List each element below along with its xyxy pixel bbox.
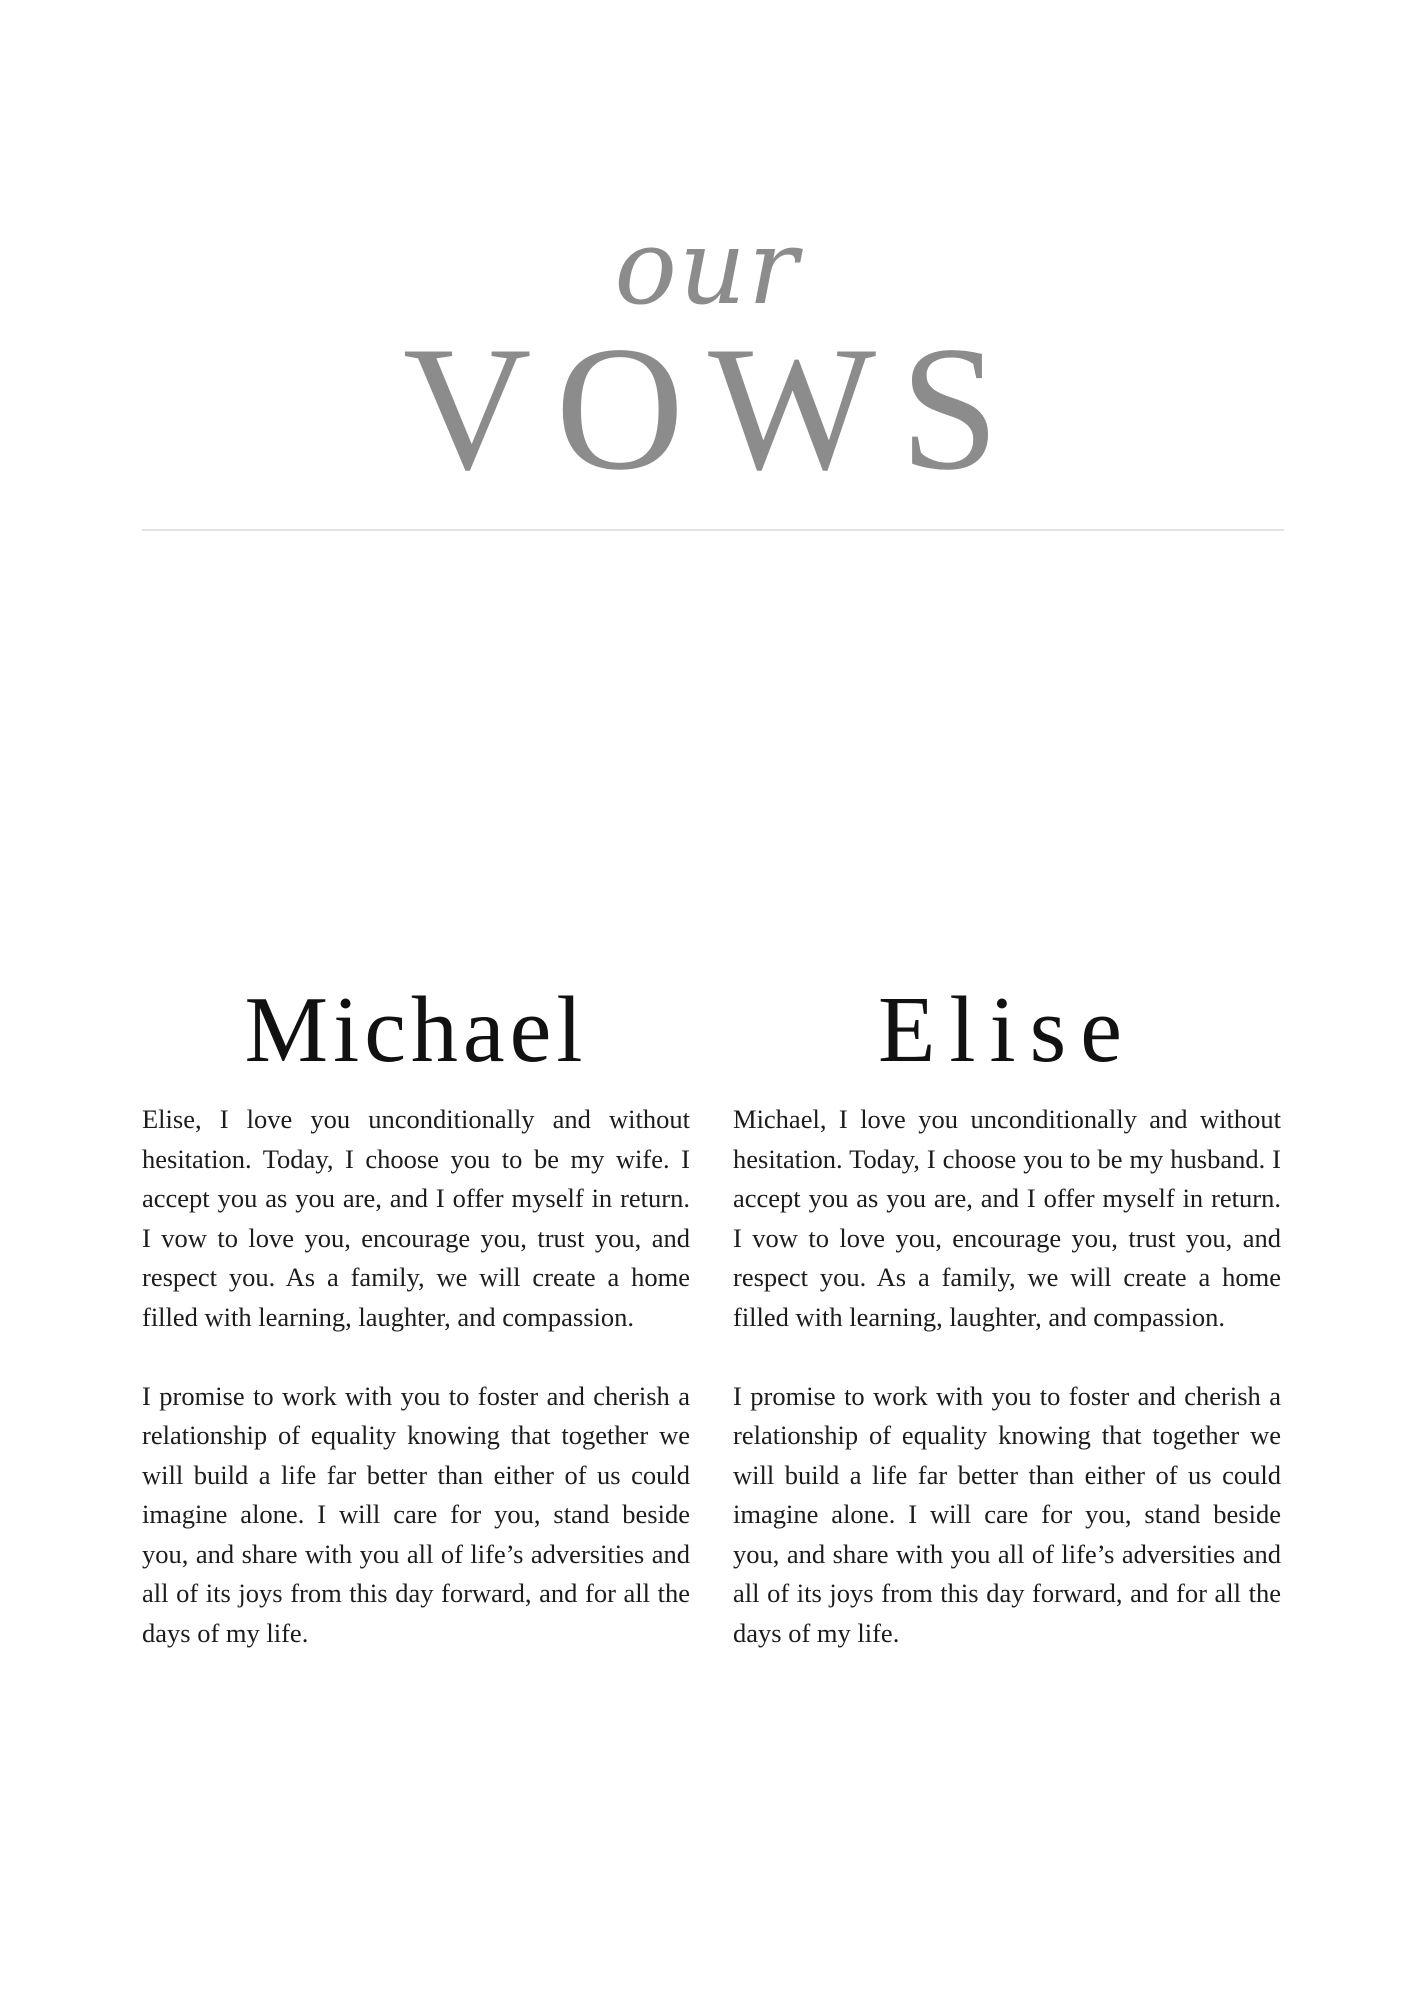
main-title: VOWS bbox=[402, 309, 1024, 507]
script-title: our bbox=[614, 206, 800, 328]
vow-column-michael bbox=[142, 975, 690, 1653]
vow-paragraph: Michael, I love you unconditionally and without hesitation. Today, I choose you to be my husband. I accept you as you are, and I offer myself in return. I vow to love you, encourage you, trust you, and respect you. As a family, we will create a home filled with learning, laughter, and compassion. bbox=[733, 1104, 1281, 1332]
vow-body bbox=[142, 1100, 690, 1653]
vow-paragraph: Elise, I love you unconditionally and without hesitation. Today, I choose you to be my wife. I accept you as you are, and I offer myself in return. I vow to love you, encourage you, trust you, and respect you. As a family, we will create a home filled with learning, laughter, and compassion. bbox=[142, 1104, 690, 1332]
vow-paragraph: I promise to work with you to foster and cherish a relationship of equality knowing that together we will build a life far better than either of us could imagine alone. I will care for you, stand beside you, and share with you all of life’s adversities and all of its joys from this day forward, and for all the days of my life. bbox=[733, 1380, 1281, 1648]
vow-name: Elise bbox=[878, 978, 1136, 1082]
vow-name: Michael bbox=[244, 978, 588, 1082]
vow-body bbox=[733, 1100, 1281, 1653]
vow-paragraph: I promise to work with you to foster and cherish a relationship of equality knowing that together we will build a life far better than either of us could imagine alone. I will care for you, stand beside you, and share with you all of life’s adversities and all of its joys from this day forward, and for all the days of my life. bbox=[142, 1380, 690, 1648]
title-divider bbox=[142, 529, 1284, 531]
vow-column-elise bbox=[733, 975, 1281, 1653]
